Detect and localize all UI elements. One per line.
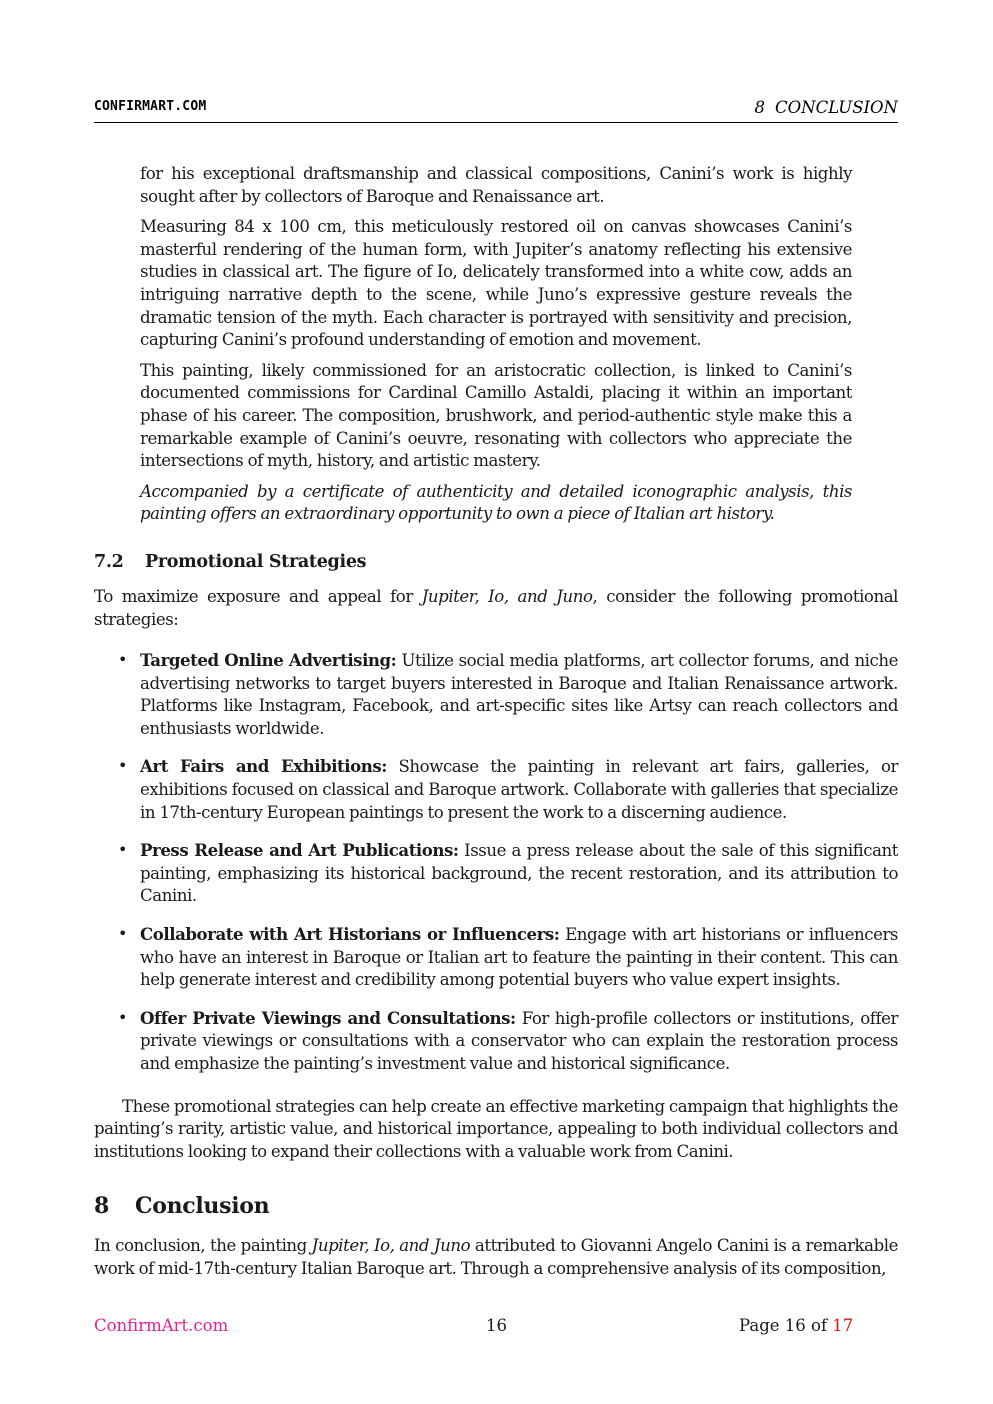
section-8-lead: In conclusion, the painting Jupiter, Io, and Juno attributed to Giovanni Angelo Canini is a remarkable work of mid-17th-century Italian Baroque art. Through a comprehensive analysis of its composition,	[94, 1236, 898, 1278]
list-item: • Press Release and Art Publications: Issue a press release about the sale of this significant painting, emphasizing its historical background, the recent restoration, and its attribution to Canini.	[118, 840, 898, 906]
running-head-title: CONCLUSION	[775, 98, 898, 117]
page-content	[94, 163, 898, 1281]
section-8-number: 8	[94, 1193, 110, 1220]
bullet-icon: •	[118, 650, 127, 670]
intro-paragraph-3: This painting, likely commissioned for an aristocratic collection, is linked to Canini’s documented commissions for Cardinal Camillo Astaldi, placing it within an important phase of his career. The composition, brushwork, and period-authentic style make this a remarkable example of Canini’s oeuvre, resonating with collectors who appreciate the intersections of myth, history, and artistic mastery.	[140, 360, 852, 471]
section-7-2-lead: To maximize exposure and appeal for Jupiter, Io, and Juno, consider the following promotional strategies:	[94, 586, 899, 629]
intro-paragraph-1: for his exceptional draftsmanship and classical compositions, Canini’s work is highly sought after by collectors of Baroque and Renaissance art.	[140, 164, 852, 206]
painting-title: Jupiter, Io, and Juno	[311, 1236, 471, 1256]
strategy-list	[94, 649, 898, 1076]
section-7-2-heading	[94, 552, 898, 572]
site-logo: CONFIRMART.COM	[94, 99, 207, 114]
bullet-icon: •	[118, 840, 127, 860]
footer-page-number: 16	[486, 1316, 507, 1335]
list-item: • Targeted Online Advertising: Utilize social media platforms, art collector forums, and niche advertising networks to target buyers interested in Baroque and Italian Renaissance artwork. Platforms like Instagram, Facebook, and art-specific sites like Artsy can reach collectors and enthusiasts worldwide.	[118, 650, 898, 738]
running-head-number: 8	[754, 98, 766, 117]
bullet-icon: •	[118, 756, 127, 776]
footer-page-of: Page 16 of 17	[739, 1316, 854, 1335]
list-item: • Offer Private Viewings and Consultations: For high-profile collectors or institutions, offer private viewings or consultations with a conservator who can explain the restoration process and emphasize the painting’s investment value and historical significance.	[118, 1007, 898, 1073]
list-item: • Collaborate with Art Historians or Influencers: Engage with art historians or influencers who have an interest in Baroque or Italian art to feature the painting in their content. This can help generate interest and credibility among potential buyers who value expert insights.	[118, 924, 898, 990]
section-8-heading	[94, 1193, 898, 1219]
bullet-icon: •	[118, 1007, 127, 1027]
section-7-2-title: Promotional Strategies	[145, 551, 367, 572]
section-7-2-closing: These promotional strategies can help create an effective marketing campaign that highlights the painting’s rarity, artistic value, and historical importance, appealing to both individual collectors and institutions looking to expand their collections with a valuable work from Canini.	[94, 1096, 898, 1161]
painting-title: Jupiter, Io, and Juno	[421, 586, 593, 606]
intro-paragraph-2: Measuring 84 x 100 cm, this meticulously restored oil on canvas showcases Canini’s masterful rendering of the human form, with Jupiter’s anatomy reflecting his extensive studies in classical art. The figure of Io, delicately transformed into a white cow, adds an intriguing narrative depth to the scene, while Juno’s expressive gesture reveals the dramatic tension of the myth. Each character is portrayed with sensitivity and precision, capturing Canini’s profound understanding of emotion and movement.	[140, 217, 852, 350]
footer-site-link[interactable]: ConfirmArt.com	[94, 1316, 229, 1335]
page-header	[94, 98, 898, 123]
running-head	[755, 98, 898, 117]
section-7-2-number: 7.2	[94, 551, 124, 572]
footer-total-pages[interactable]: 17	[832, 1316, 854, 1335]
list-item: • Art Fairs and Exhibitions: Showcase the painting in relevant art fairs, galleries, or exhibitions focused on classical and Baroque artwork. Collaborate with galleries that specialize in 17th-century European paintings to present the work to a discerning audience.	[118, 756, 898, 822]
intro-paragraph-4: Accompanied by a certificate of authenticity and detailed iconographic analysis, this painting offers an extraordinary opportunity to own a piece of Italian art history.	[140, 481, 852, 524]
bullet-icon: •	[118, 924, 127, 944]
section-8-title: Conclusion	[135, 1193, 270, 1220]
